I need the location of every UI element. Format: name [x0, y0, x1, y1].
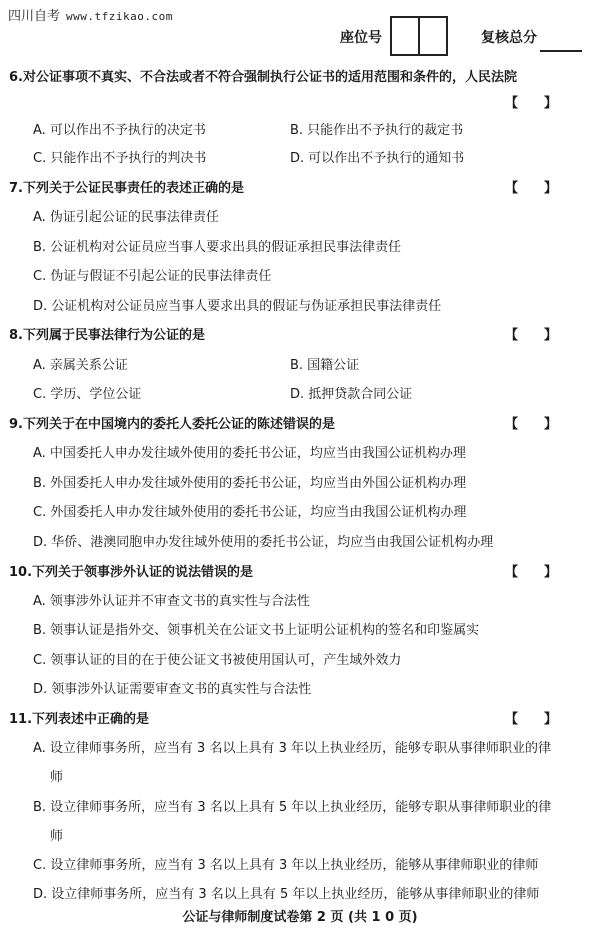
question-11-option-a: A. 设立律师事务所，应当有 3 名以上具有 3 年以上执业经历，能够专职从事律师职业的律 — [33, 741, 552, 756]
question-6-stem: 6.对公证事项不真实、不合法或者不符合强制执行公证书的适用范围和条件的，人民法院 — [9, 70, 517, 85]
question-8-option-a: A. 亲属关系公证 — [33, 358, 128, 373]
question-11-answer-bracket[interactable]: 【 】 — [505, 712, 558, 727]
question-11-option-a-continued: 师 — [50, 770, 64, 785]
question-9-option-a: A. 中国委托人申办发往域外使用的委托书公证，均应当由我国公证机构办理 — [33, 446, 466, 461]
page-footer: 公证与律师制度试卷第 2 页 (共 1 0 页) — [182, 910, 418, 925]
watermark-url: www.tfzikao.com — [66, 10, 173, 23]
question-8-option-d: D. 抵押贷款合同公证 — [290, 387, 413, 402]
question-10-option-a: A. 领事涉外认证并不审查文书的真实性与合法性 — [33, 594, 310, 609]
watermark — [8, 5, 173, 24]
question-10-option-c: C. 领事认证的目的在于使公证文书被使用国认可，产生域外效力 — [33, 653, 402, 668]
question-9-option-c: C. 外国委托人申办发往域外使用的委托书公证，均应当由我国公证机构办理 — [33, 505, 467, 520]
question-7-answer-bracket[interactable]: 【 】 — [505, 181, 558, 196]
seat-number-label: 座位号 — [340, 30, 382, 46]
question-9-option-b: B. 外国委托人申办发往域外使用的委托书公证，均应当由外国公证机构办理 — [33, 476, 467, 491]
question-11-option-d: D. 设立律师事务所，应当有 3 名以上具有 5 年以上执业经历，能够从事律师职业的律师 — [33, 887, 540, 902]
question-10-stem: 10.下列关于领事涉外认证的说法错误的是 — [9, 565, 254, 580]
question-8-stem: 8.下列属于民事法律行为公证的是 — [9, 328, 205, 343]
question-6-option-c: C. 只能作出不予执行的判决书 — [33, 151, 207, 166]
question-6-option-b: B. 只能作出不予执行的裁定书 — [290, 123, 464, 138]
question-11-stem: 11.下列表述中正确的是 — [9, 712, 150, 727]
question-10-option-b: B. 领事认证是指外交、领事机关在公证文书上证明公证机构的签名和印鉴属实 — [33, 623, 480, 638]
question-9-answer-bracket[interactable]: 【 】 — [505, 417, 558, 432]
question-9-stem: 9.下列关于在中国境内的委托人委托公证的陈述错误的是 — [9, 417, 335, 432]
question-7-option-d: D. 公证机构对公证员应当事人要求出具的假证与伪证承担民事法律责任 — [33, 299, 442, 314]
question-7-stem: 7.下列关于公证民事责任的表述正确的是 — [9, 181, 244, 196]
question-6-option-d: D. 可以作出不予执行的通知书 — [290, 151, 465, 166]
seat-number-box-2[interactable] — [418, 16, 448, 56]
review-total-line — [540, 50, 582, 52]
question-10-option-d: D. 领事涉外认证需要审查文书的真实性与合法性 — [33, 682, 312, 697]
question-11-option-b: B. 设立律师事务所，应当有 3 名以上具有 5 年以上执业经历，能够专职从事律师职业的律 — [33, 800, 552, 815]
question-9-option-d: D. 华侨、港澳同胞申办发往域外使用的委托书公证，均应当由我国公证机构办理 — [33, 535, 494, 550]
seat-number-box-1[interactable] — [390, 16, 420, 56]
question-7-option-b: B. 公证机构对公证员应当事人要求出具的假证承担民事法律责任 — [33, 240, 402, 255]
question-8-answer-bracket[interactable]: 【 】 — [505, 328, 558, 343]
question-6-answer-bracket[interactable]: 【 】 — [505, 96, 558, 111]
question-10-answer-bracket[interactable]: 【 】 — [505, 565, 558, 580]
question-11-option-c: C. 设立律师事务所，应当有 3 名以上具有 3 年以上执业经历，能够从事律师职业的律师 — [33, 858, 539, 873]
question-11-option-b-continued: 师 — [50, 829, 64, 844]
question-8-option-b: B. 国籍公证 — [290, 358, 360, 373]
watermark-site: 四川自考 — [8, 9, 61, 24]
question-7-option-a: A. 伪证引起公证的民事法律责任 — [33, 210, 219, 225]
question-6-option-a: A. 可以作出不予执行的决定书 — [33, 123, 206, 138]
question-8-option-c: C. 学历、学位公证 — [33, 387, 142, 402]
question-7-option-c: C. 伪证与假证不引起公证的民事法律责任 — [33, 269, 272, 284]
review-total-label: 复核总分 — [481, 30, 537, 46]
